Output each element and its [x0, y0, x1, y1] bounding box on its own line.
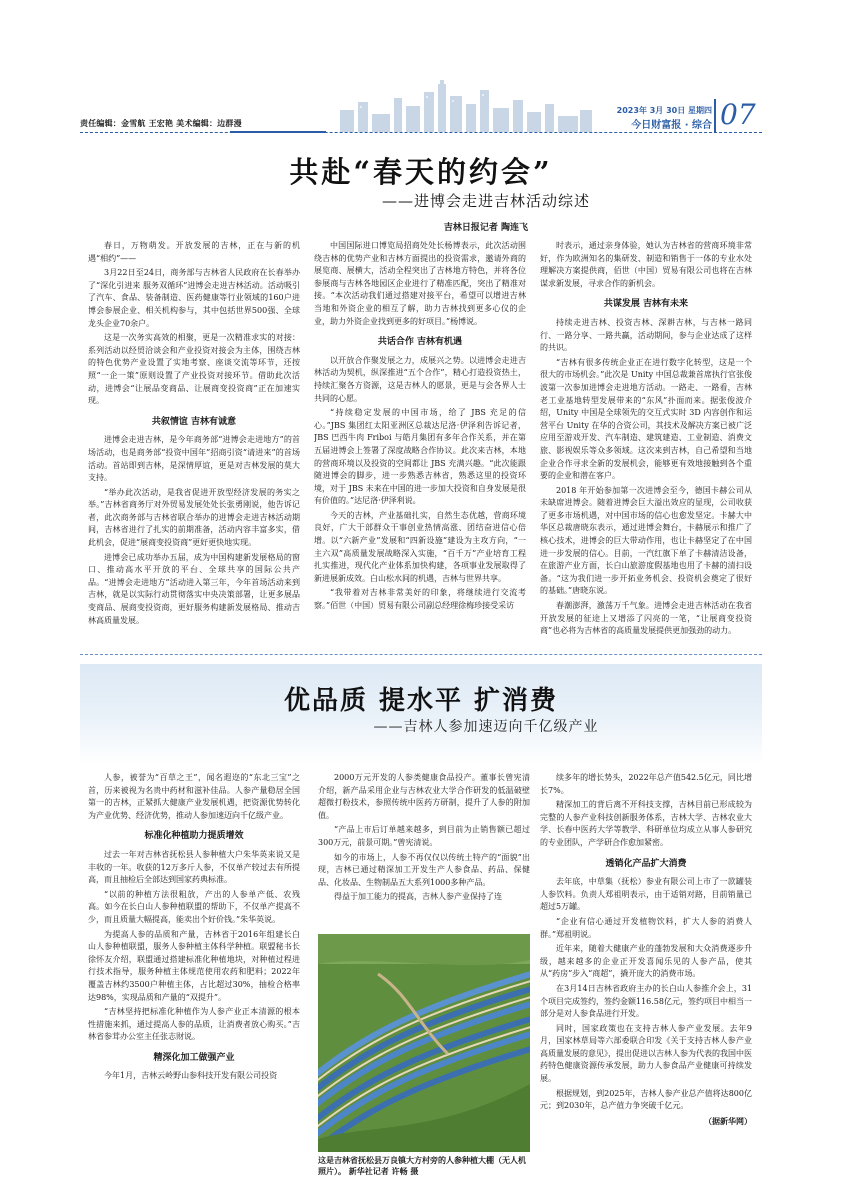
section-heading: 共话合作 吉林有机遇 — [377, 337, 463, 348]
section-heading: 共叙情谊 吉林有诚意 — [151, 416, 237, 427]
paragraph: “持续稳定发展的中国市场，给了 JBS 充足的信心。”JBS 集团红太阳亚洲区总裁达尼洛·伊泽利告诉记者，JBS 巴西牛肉 Friboi 与皓月集团有多年合作关系，并在第五届进博会上签署了深度战略合作协议。此次来吉林，本地的营商环境以及投资的空间都让 JBS 充满兴趣。“此次能跟随进博会的脚步，进一步熟悉吉林省，熟悉这里的投资环境，对于 JBS 未来在中国的进一步加大投资和自身发展是很有价值的。”达尼洛·伊泽利说。 — [314, 408, 526, 506]
paragraph: “产品上市后订单越来越多，到目前为止销售额已超过300万元，前景可期。”曾宪清说。 — [318, 825, 530, 847]
article2-column-3 — [540, 772, 752, 1182]
paragraph: “举办此次活动，是我省促进开放型经济发展的务实之举。”吉林省商务厅对外贸易发展处处长张勇刚说，他告诉记者，此次商务部与吉林省联合举办的进博会走进吉林活动期间，吉林省进行了扎实的前期准备，活动内容丰富多实，借此机会，促进“展商变投资商”更好更快地实现。 — [88, 487, 300, 548]
paragraph: “吉林坚持把标准化种植作为人参产业正本清源的根本性措施来抓，通过提高人参的品质，让消费者放心购买。”吉林省参茸办公室主任张志财说。 — [88, 1007, 300, 1042]
source-credit: （据新华网） — [704, 1115, 752, 1126]
paragraph: 近年来，随着大健康产业的蓬勃发展和大众消费逐步升级，越来越多的企业正开发喜闻乐见的人参产品，使其从“药房”步入“商超”，撬开庞大的消费市场。 — [540, 944, 752, 979]
city-skyline-decoration — [330, 80, 600, 132]
paragraph: 为提高人参的品质和产量，吉林省于2016年组建长白山人参种植联盟，服务人参种植主体科学种植。联盟秘书长徐怀友介绍，联盟通过搭建标准化种植地块，对种植过程进行技术指导，服务种植主体规范使用农药和肥料；2022年覆盖吉林约3500户种植主体，占比超过30%，抽检合格率达98%，实现品质和产量的“双提升”。 — [88, 929, 300, 1002]
paragraph: 春潮澎湃，激荡万千气象。进博会走进吉林活动在我省开放发展的征途上又增添了闪亮的一笔，“让展商变投资商”也必将为吉林省的高质量发展提供更加强劲的动力。 — [540, 601, 752, 636]
section-heading: 透销化产品扩大消费 — [605, 858, 687, 869]
article2-column-1 — [88, 772, 300, 1182]
paragraph: 进博会走进吉林，是今年商务部“进博会走进地方”的首场活动，也是商务部“投资中国年”招商引资“请进来”的首场活动。首站即到吉林，是深情厚谊，更是对吉林发展的莫大支持。 — [88, 435, 300, 483]
article1-column-1 — [88, 240, 300, 645]
article2-column-2 — [318, 772, 530, 928]
paragraph: 过去一年对吉林省抚松县人参种植大户朱华英来说又是丰收的一年。收获的12万多斤人参，不仅单产较过去有所提高，而且抽检后全部达到国家药典标准。 — [88, 849, 300, 885]
paragraph: 春日，万物萌发。开放发展的吉林，正在与新的机遇“相约”—— — [88, 241, 300, 263]
section-heading: 精深化加工做强产业 — [153, 1052, 235, 1063]
section-heading: 标准化种植助力提质增效 — [144, 831, 244, 842]
paragraph: 中国国际进口博览局招商处处长杨博表示，此次活动围绕吉林的优势产业和吉林方面提出的投资需求，邀请外商的展览商、展横大，活动全程突出了吉林地方特色，并将各位参展商与吉林各地园区企业进行了精准匹配，突出了精准对接。“本次活动我们通过搭建对接平台，希望可以增进吉林当地和外资企业的相互了解，助力吉林找到更多心仪的企业，助力外资企业找到更多的好项目。”杨博说。 — [314, 241, 526, 326]
header-rule — [80, 132, 762, 133]
page-number: 07 — [720, 98, 756, 131]
ginseng-greenhouse-photo — [318, 934, 530, 1152]
article2-title: 优品质 提水平 扩消费 — [283, 686, 559, 716]
article1-title: 共赴“春天的约会” — [289, 155, 553, 189]
paragraph: 以开放合作聚发展之力，成展兴之势。以进博会走进吉林活动为契机，纵深推进“五个合作”，精心打造投资热土，持续汇聚各方资源，这是吉林人的愿景，更是与会各界人士共同的心愿。 — [314, 355, 526, 403]
paragraph: 今天的吉林，产业基础扎实，自然生态优越，营商环境良好，广大干部群众干事创业热情高涨、团结奋进信心倍增。以“六新产业”发展和“四新设施”建设为主攻方向，“一主六双”高质量发展战略深入实施，“百千万”产业培育工程扎实推进，现代化产业体系加快构建，各项事业发展取得了新进展新成效。白山松水间的机遇，吉林与世界共享。 — [314, 510, 526, 583]
paragraph: 今年1月，吉林云岭野山参科技开发有限公司投资 — [104, 1071, 278, 1081]
paragraph: 去年底，中草集（抚松）参业有限公司上市了一款罐装人参饮料。负责人郑祖明表示，由于适销对路，目前销量已超过5万罐。 — [540, 877, 752, 912]
photo-caption: 这是吉林省抚松县万良镇大方村旁的人参种植大棚（无人机照片）。 新华社记者 许畅 摄 — [318, 1156, 526, 1176]
article1-subtitle: ——进博会走进吉林活动综述 — [381, 192, 590, 210]
paragraph: 如今的市场上，人参不再仅仅以传统土特产的“面貌”出现，吉林已通过精深加工开发生产人参食品、药品、保健品、化妆品、生物制品五大系列1000多种产品。 — [318, 852, 530, 887]
page-number-divider — [714, 99, 716, 133]
article1-column-2 — [314, 240, 526, 645]
paragraph: 在3月14日吉林省政府主办的长白山人参推介会上，31个项目完成签约，签约金额116.58亿元，签约项目中相当一部分是对人参食品进行开发。 — [540, 983, 752, 1019]
paragraph: “我带着对吉林非常美好的印象，将继续进行交流考察。”佰世（中国）贸易有限公司副总经理徐梅珍接受采访 — [314, 588, 526, 611]
paragraph: 持续走进吉林、投资吉林、深耕吉林，与吉林一路同行、一路分享、一路共赢，活动期间，参与企业达成了这样的共识。 — [540, 317, 752, 353]
paragraph: “企业有信心通过开发植物饮料，扩大人参的消费人群。”郑祖明说。 — [540, 916, 752, 939]
paragraph: 这是一次务实高效的相聚，更是一次精准求实的对接：系列活动以经贸洽谈会和产业投资对接会为主体，围绕吉林的特色优势产业设置了实地考察、座谈交流等环节，还按照“一企一策”原则设置了产业投资对接环节。借助此次活动，进博会“让展品变商品、让展商变投资商”正在加速实现。 — [88, 333, 300, 406]
paragraph: 时表示，通过亲身体验，她认为吉林省的营商环境非常好，作为欧洲知名的集研发、制造和销售于一体的专业水处理解决方案提供商，佰世（中国）贸易有限公司也将在吉林谋求新发展，寻求合作的新机会。 — [540, 241, 752, 288]
section-heading: 共谋发展 吉林有未来 — [603, 299, 689, 310]
paragraph: 进博会已成功举办五届，成为中国构建新发展格局的窗口、推动高水平开放的平台、全球共享的国际公共产品。“进博会走进地方”活动进入第三年，今年首场活动来到吉林，就是以实际行动贯彻落实中央决策部署，让更多展品变商品、展商变投资商，更好服务构建新发展格局、推动吉林高质量发展。 — [88, 552, 300, 625]
paper-section: 今日财富报 · 综合 — [631, 120, 712, 131]
article2-subtitle: ——吉林人参加速迈向千亿级产业 — [373, 719, 599, 735]
article1-column-3 — [540, 240, 752, 645]
paragraph: “吉林有很多传统企业正在进行数字化转型，这是一个很大的市场机会。”此次是 Unity 中国总裁兼首席执行官张俊波第一次参加进博会走进地方活动。一路走、一路看，吉林老工业基地转型发展带来的“东风”扑面而来。据张俊波介绍，Unity 中国是全球领先的交互式实时 3D 内容创作和运营平台 Unity 在华的合资公司，其技术及解决方案已被广泛应用至游戏开发、汽车制造、建筑建造、工业制造、消费文旅、影视娱乐等众多领域。这次来到吉林，自己希望和当地企业合作寻求全新的发展机会，能够更有效地接触到各个重要的企业和潜在客户。 — [540, 357, 752, 481]
paragraph: “以前的种植方法很粗放，产出的人参单产低、农残高。如今在长白山人参种植联盟的帮助下，不仅单产提高不少，而且质量大幅提高，能卖出个好价钱。”朱华英说。 — [88, 889, 300, 924]
paragraph: 根据规划，到2025年，吉林人参产业总产值将达800亿元；到2030年，总产值力争突破千亿元。 — [540, 1088, 752, 1111]
paragraph: 2000万元开发的人参类健康食品投产。董事长曾宪清介绍，新产品采用企业与吉林农业大学合作研发的低温破壁超微打粉技术，参照传统中医药方研制，提升了人参的附加值。 — [318, 773, 530, 820]
paragraph: 精深加工的背后离不开科技支撑，吉林目前已形成较为完整的人参产业科技创新服务体系，吉林大学、吉林农业大学、长春中医药大学等教学、科研单位均成立从事人参研究的专业团队，产学研合作愈加紧密。 — [540, 800, 752, 847]
header-rule-accent — [230, 131, 326, 133]
paragraph: 人参，被誉为“百草之王”，闻名遐迩的“东北三宝”之首，历来被视为名贵中药材和滋补佳品。人参产量稳居全国第一的吉林，正紧抓大健康产业发展机遇，把资源优势转化为产业优势、经济优势，推动人参加速迈向千亿级产业。 — [88, 773, 300, 820]
issue-date: 2023年 3月 30日 星期四 — [616, 106, 712, 115]
page-editors: 责任编辑：金雪航 王宏艳 美术编辑：边群漫 — [80, 119, 242, 128]
paragraph: 得益于加工能力的提高，吉林人参产业保持了连 — [334, 892, 502, 902]
section-divider — [80, 654, 762, 655]
article1-byline: 吉林日报记者 陶连飞 — [443, 223, 529, 233]
paragraph: 2018 年开始参加第一次进博会至今，德国卡赫公司从未缺席进博会。随着进博会巨大溢出效应的显现，公司收获了更多市场机遇，对中国市场的信心也愈发坚定。卡赫大中华区总裁唐晓东表示，通过进博会舞台，卡赫展示和推广了核心技术，进博会的巨大带动作用，也让卡赫坚定了在中国进一步发展的信心。目前，一汽红旗下单了卡赫清洁设备，在旅游产业方面，长白山旅游度假基地也用了卡赫的清扫设备。“这为我们进一步开拓业务机会、投资机会奠定了很好的基础。”唐晓东说。 — [540, 485, 752, 596]
paragraph: 续多年的增长势头，2022年总产值542.5亿元，同比增长7%。 — [540, 773, 752, 795]
paragraph: 同时，国家政策也在支持吉林人参产业发展。去年9月，国家林草局等六部委联合印发《关于支持吉林人参产业高质量发展的意见》，提出促进以吉林人参为代表的我国中医药特色健康资源传承发展，助力人参食品产业健康可持续发展。 — [540, 1023, 752, 1084]
paragraph: 3月22日至24日，商务部与吉林省人民政府在长春举办了“深化引进来 服务双循环”进博会走进吉林活动。活动吸引了汽车、食品、装备制造、医药健康等行业领域的160户进博会参展企业、相关机构参与，其中包括世界500强、全球龙头企业70余户。 — [88, 268, 300, 328]
